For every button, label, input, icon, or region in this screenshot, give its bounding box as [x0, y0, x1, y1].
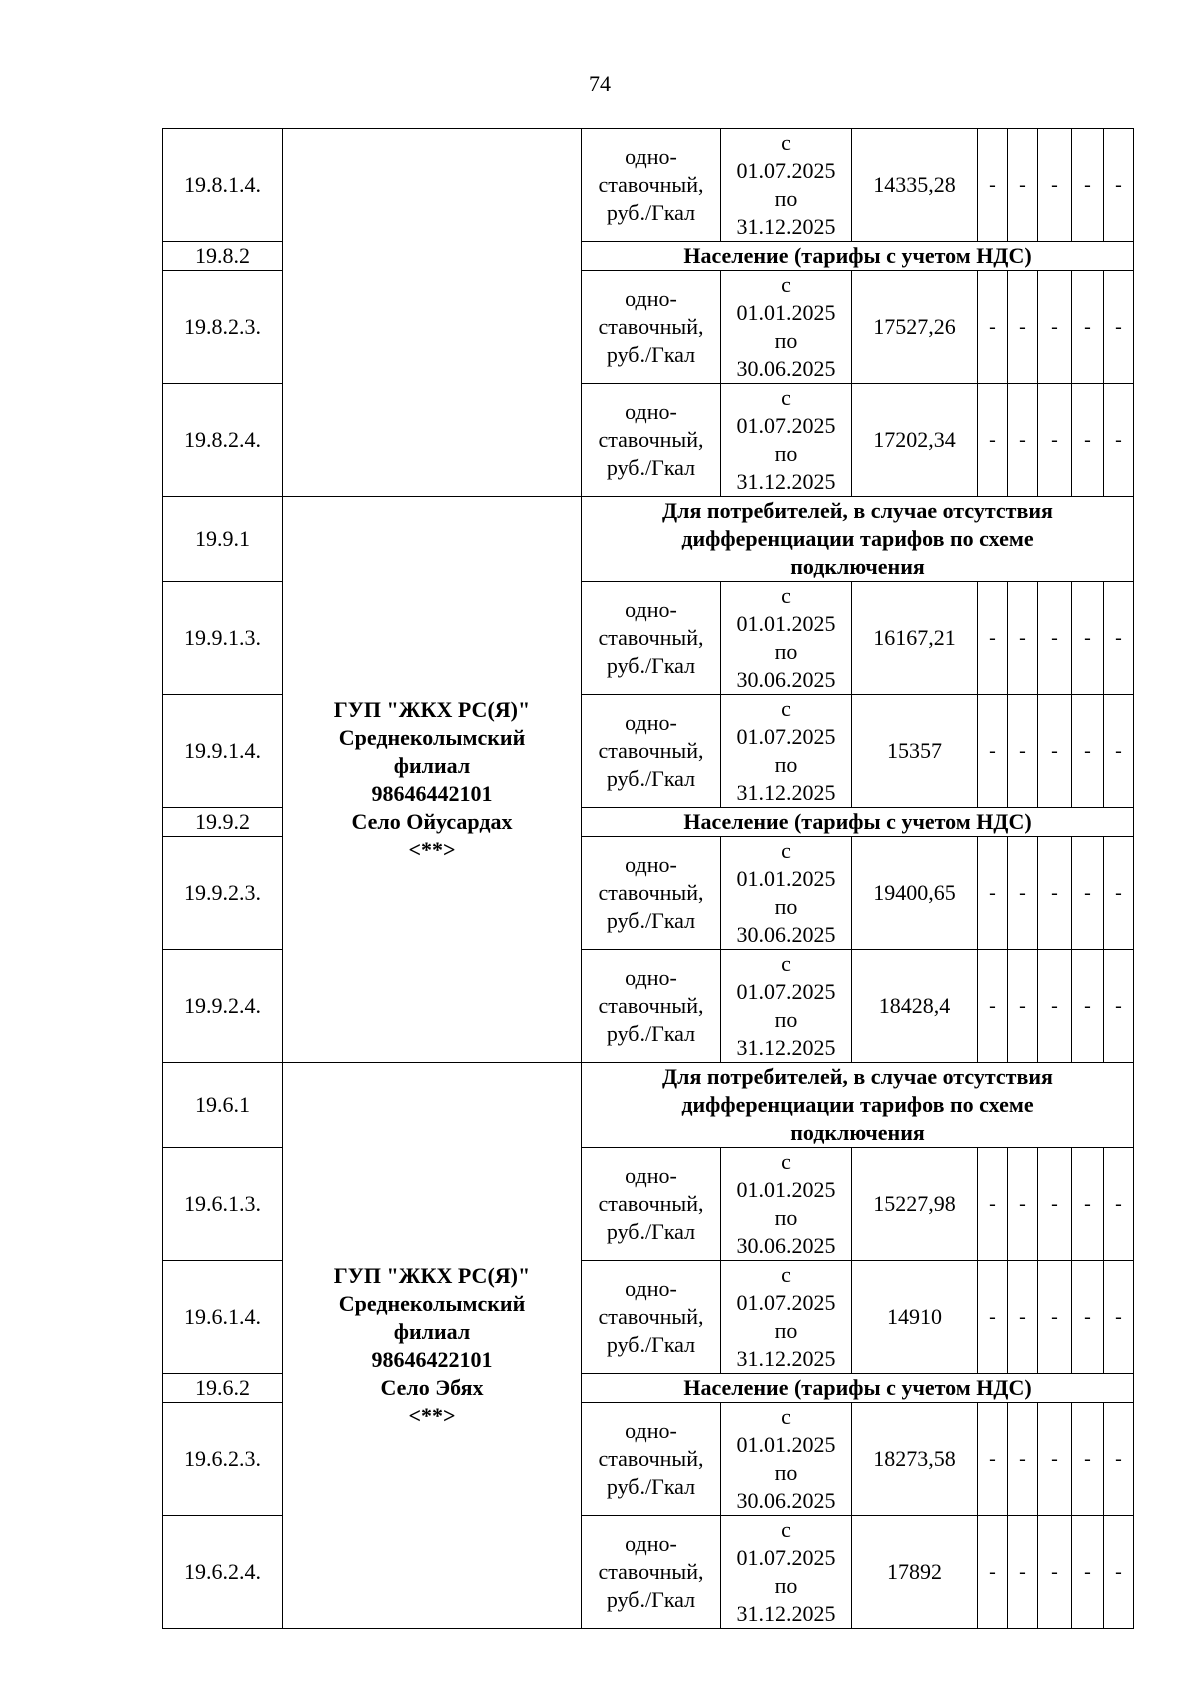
- row-code: 19.8.2.3.: [163, 271, 283, 384]
- empty-value-dash: -: [1038, 582, 1072, 695]
- section-row: [163, 497, 1134, 582]
- empty-value-dash: -: [1008, 695, 1038, 808]
- empty-value-dash: -: [1038, 1516, 1072, 1629]
- empty-value-dash: -: [978, 384, 1008, 497]
- empty-value-dash: -: [1038, 1403, 1072, 1516]
- section-header: Для потребителей, в случае отсутствия дифференциации тарифов по схеме подключения: [582, 497, 1134, 582]
- rate-type: одно- ставочный, руб./Гкал: [582, 695, 721, 808]
- rate-type: одно- ставочный, руб./Гкал: [582, 1516, 721, 1629]
- empty-value-dash: -: [1038, 950, 1072, 1063]
- row-code: 19.8.2.4.: [163, 384, 283, 497]
- empty-value-dash: -: [1008, 1261, 1038, 1374]
- validity-period: с 01.07.2025 по 31.12.2025: [721, 695, 852, 808]
- row-code: 19.8.1.4.: [163, 129, 283, 242]
- table-row: [163, 129, 1134, 242]
- validity-period: с 01.07.2025 по 31.12.2025: [721, 1516, 852, 1629]
- row-code: 19.6.1: [163, 1063, 283, 1148]
- empty-value-dash: -: [1072, 1261, 1104, 1374]
- empty-value-dash: -: [978, 1261, 1008, 1374]
- row-code: 19.9.2: [163, 808, 283, 837]
- row-code: 19.6.2.3.: [163, 1403, 283, 1516]
- rate-type: одно- ставочный, руб./Гкал: [582, 384, 721, 497]
- section-header: Население (тарифы с учетом НДС): [582, 242, 1134, 271]
- empty-value-dash: -: [1104, 1403, 1134, 1516]
- empty-value-dash: -: [1072, 950, 1104, 1063]
- tariff-value: 15357: [852, 695, 978, 808]
- row-code: 19.8.2: [163, 242, 283, 271]
- empty-value-dash: -: [1104, 695, 1134, 808]
- validity-period: с 01.01.2025 по 30.06.2025: [721, 1403, 852, 1516]
- empty-value-dash: -: [1038, 384, 1072, 497]
- empty-value-dash: -: [1008, 384, 1038, 497]
- rate-type: одно- ставочный, руб./Гкал: [582, 1261, 721, 1374]
- row-code: 19.6.1.3.: [163, 1148, 283, 1261]
- validity-period: с 01.01.2025 по 30.06.2025: [721, 1148, 852, 1261]
- tariff-value: 17527,26: [852, 271, 978, 384]
- empty-value-dash: -: [978, 837, 1008, 950]
- empty-value-dash: -: [1008, 129, 1038, 242]
- empty-value-dash: -: [1072, 1148, 1104, 1261]
- validity-period: с 01.07.2025 по 31.12.2025: [721, 1261, 852, 1374]
- rate-type: одно- ставочный, руб./Гкал: [582, 129, 721, 242]
- empty-value-dash: -: [1072, 384, 1104, 497]
- empty-value-dash: -: [1104, 384, 1134, 497]
- empty-value-dash: -: [1104, 582, 1134, 695]
- validity-period: с 01.07.2025 по 31.12.2025: [721, 950, 852, 1063]
- section-header: Население (тарифы с учетом НДС): [582, 808, 1134, 837]
- empty-value-dash: -: [1008, 1516, 1038, 1629]
- empty-value-dash: -: [1038, 837, 1072, 950]
- tariff-value: 14335,28: [852, 129, 978, 242]
- empty-value-dash: -: [1104, 1261, 1134, 1374]
- row-code: 19.9.1.4.: [163, 695, 283, 808]
- tariff-value: 17892: [852, 1516, 978, 1629]
- empty-value-dash: -: [1072, 1516, 1104, 1629]
- row-code: 19.6.1.4.: [163, 1261, 283, 1374]
- empty-value-dash: -: [978, 950, 1008, 1063]
- empty-value-dash: -: [1104, 1148, 1134, 1261]
- empty-value-dash: -: [978, 695, 1008, 808]
- empty-value-dash: -: [1038, 271, 1072, 384]
- validity-period: с 01.07.2025 по 31.12.2025: [721, 384, 852, 497]
- empty-value-dash: -: [1008, 582, 1038, 695]
- section-row: [163, 1063, 1134, 1148]
- tariff-value: 17202,34: [852, 384, 978, 497]
- rate-type: одно- ставочный, руб./Гкал: [582, 837, 721, 950]
- tariff-value: 18273,58: [852, 1403, 978, 1516]
- empty-value-dash: -: [1072, 1403, 1104, 1516]
- empty-value-dash: -: [1008, 1403, 1038, 1516]
- tariff-table-body: [163, 129, 1134, 1629]
- rate-type: одно- ставочный, руб./Гкал: [582, 1403, 721, 1516]
- rate-type: одно- ставочный, руб./Гкал: [582, 950, 721, 1063]
- row-code: 19.9.1: [163, 497, 283, 582]
- row-code: 19.9.1.3.: [163, 582, 283, 695]
- empty-value-dash: -: [1008, 950, 1038, 1063]
- empty-value-dash: -: [1072, 582, 1104, 695]
- empty-value-dash: -: [1008, 837, 1038, 950]
- tariff-table: [162, 128, 1134, 1629]
- empty-value-dash: -: [978, 129, 1008, 242]
- section-header: Население (тарифы с учетом НДС): [582, 1374, 1134, 1403]
- row-code: 19.6.2.4.: [163, 1516, 283, 1629]
- tariff-value: 18428,4: [852, 950, 978, 1063]
- organization-cell: ГУП "ЖКХ РС(Я)" Среднеколымский филиал 98646442101 Село Ойусардах <**>: [283, 497, 582, 1063]
- empty-value-dash: -: [978, 1403, 1008, 1516]
- empty-value-dash: -: [1104, 837, 1134, 950]
- rate-type: одно- ставочный, руб./Гкал: [582, 271, 721, 384]
- organization-cell: ГУП "ЖКХ РС(Я)" Среднеколымский филиал 98646422101 Село Эбях <**>: [283, 1063, 582, 1629]
- empty-value-dash: -: [1072, 271, 1104, 384]
- empty-value-dash: -: [1008, 1148, 1038, 1261]
- tariff-value: 16167,21: [852, 582, 978, 695]
- empty-value-dash: -: [978, 271, 1008, 384]
- rate-type: одно- ставочный, руб./Гкал: [582, 1148, 721, 1261]
- empty-value-dash: -: [1072, 695, 1104, 808]
- empty-value-dash: -: [1104, 1516, 1134, 1629]
- empty-value-dash: -: [978, 1516, 1008, 1629]
- rate-type: одно- ставочный, руб./Гкал: [582, 582, 721, 695]
- empty-value-dash: -: [1104, 271, 1134, 384]
- empty-value-dash: -: [978, 1148, 1008, 1261]
- empty-value-dash: -: [1072, 837, 1104, 950]
- row-code: 19.9.2.3.: [163, 837, 283, 950]
- empty-value-dash: -: [1008, 271, 1038, 384]
- organization-cell: [283, 129, 582, 497]
- empty-value-dash: -: [1038, 1261, 1072, 1374]
- tariff-value: 19400,65: [852, 837, 978, 950]
- validity-period: с 01.01.2025 по 30.06.2025: [721, 582, 852, 695]
- empty-value-dash: -: [1104, 129, 1134, 242]
- validity-period: с 01.01.2025 по 30.06.2025: [721, 271, 852, 384]
- validity-period: с 01.07.2025 по 31.12.2025: [721, 129, 852, 242]
- validity-period: с 01.01.2025 по 30.06.2025: [721, 837, 852, 950]
- empty-value-dash: -: [1038, 129, 1072, 242]
- row-code: 19.6.2: [163, 1374, 283, 1403]
- empty-value-dash: -: [1038, 695, 1072, 808]
- tariff-value: 15227,98: [852, 1148, 978, 1261]
- empty-value-dash: -: [1104, 950, 1134, 1063]
- empty-value-dash: -: [1072, 129, 1104, 242]
- empty-value-dash: -: [978, 582, 1008, 695]
- tariff-value: 14910: [852, 1261, 978, 1374]
- row-code: 19.9.2.4.: [163, 950, 283, 1063]
- page-number: 74: [589, 71, 611, 96]
- empty-value-dash: -: [1038, 1148, 1072, 1261]
- section-header: Для потребителей, в случае отсутствия дифференциации тарифов по схеме подключения: [582, 1063, 1134, 1148]
